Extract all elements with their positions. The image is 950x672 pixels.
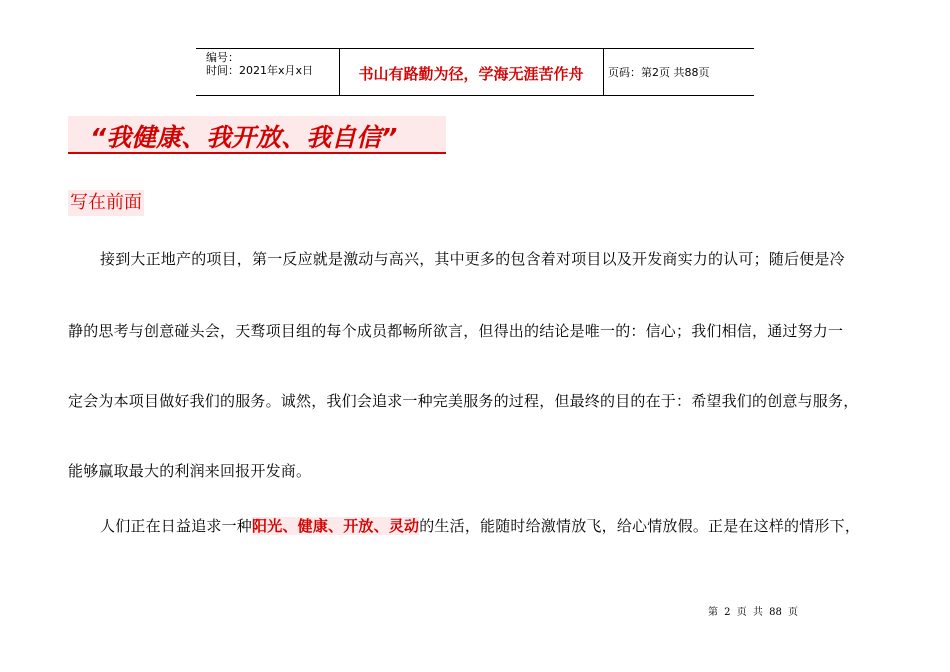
text-run: 的生活，能随时给激情放飞，给心情放假。正是在这样的情形下， [419, 517, 861, 535]
header-motto: 书山有路勤为径，学海无涯苦作舟 [358, 65, 584, 83]
paragraph-line: 接到大正地产的项目，第一反应就是激动与高兴，其中更多的包含着对项目以及开发商实力的认可；随后便是冷 [100, 250, 845, 268]
page-footer: 第 2 页 共 88 页 [708, 607, 798, 618]
header-bottom-rule [196, 95, 754, 96]
paragraph-line: 静的思考与创意碰头会，天骛项目组的每个成员都畅所欲言，但得出的结论是唯一的：信心；我们相信，通过努力一 [68, 322, 844, 340]
highlighted-phrase: 阳光、健康、开放、灵动 [252, 517, 420, 535]
paragraph-line: 定会为本项目做好我们的服务。诚然，我们会追求一种完美服务的过程，但最终的目的在于：希望我们的创意与服务， [68, 392, 859, 410]
header-top-rule [196, 48, 754, 49]
code-label: 编号： [206, 51, 239, 64]
text-run: 人们正在日益追求一种 [100, 517, 253, 535]
header-page-info: 页码：第2页 共88页 [608, 66, 710, 79]
paragraph-line: 能够赢取最大的利润来回报开发商。 [68, 462, 312, 480]
paragraph-line [68, 515, 860, 536]
header-meta [206, 51, 313, 77]
document-title-text: “我健康、我开放、我自信” [90, 123, 398, 152]
section-heading: 写在前面 [68, 190, 144, 216]
header-divider [603, 48, 604, 96]
document-title [68, 116, 446, 154]
time-label: 时间：2021年x月x日 [206, 64, 314, 77]
page-header [196, 48, 754, 96]
